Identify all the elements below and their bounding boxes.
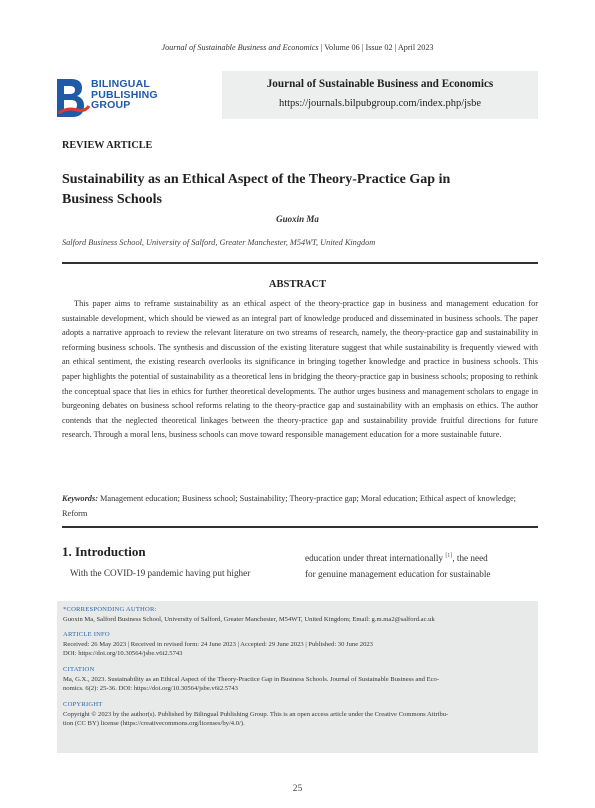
- body-text-right-line-1: [305, 553, 538, 563]
- section-heading-introduction: 1. Introduction: [62, 544, 146, 559]
- logo-line-3: GROUP: [91, 99, 131, 111]
- abstract-heading: ABSTRACT: [268, 279, 327, 290]
- copyright-label: COPYRIGHT: [63, 701, 103, 708]
- corresponding-author-block: [63, 605, 533, 624]
- body-text-segment: , the need: [452, 553, 488, 564]
- running-head-issue: | Volume 06 | Issue 02 | April 2023: [318, 43, 434, 52]
- author-affiliation: Salford Business School, University of Salford, Greater Manchester, M54WT, United Kingdom: [62, 238, 376, 247]
- logo-line-2: PUBLISHING: [91, 88, 158, 101]
- article-info-label: ARTICLE INFO: [63, 631, 110, 638]
- abstract-top-rule: [62, 262, 538, 264]
- body-text-segment: education under threat internationally: [305, 553, 446, 564]
- copyright-line-2: tion (CC BY) license (https://creativecommons.org/licenses/by/4.0/).: [63, 720, 245, 728]
- citation-line-2: nomics. 6(2): 25-36. DOI: https://doi.org/10.30564/jsbe.v6i2.5743: [63, 685, 238, 693]
- body-text-left: With the COVID-19 pandemic having put higher: [70, 568, 251, 578]
- copyright-line-1: Copyright © 2023 by the author(s). Published by Bilingual Publishing Group. This is an open access article under the Creative Commons Attribu-: [63, 710, 449, 718]
- copyright-block: [63, 700, 533, 729]
- article-doi-link[interactable]: DOI: https://doi.org/10.30564/jsbe.v6i2.5743: [63, 650, 183, 658]
- author-name: Guoxin Ma: [276, 214, 319, 224]
- keywords-list: Management education; Business school; Sustainability; Theory-practice gap; Moral education; Ethical aspect of knowledge; Reform: [62, 494, 516, 518]
- running-head-journal: Journal of Sustainable Business and Economics: [161, 43, 319, 52]
- abstract-text: This paper aims to reframe sustainability as an ethical aspect of the theory-practice gap in business and management education for sustainable development, which should be viewed as an integral part of knowledge produced and disseminated in business schools. The paper adopts a narrative approach to review the relevant literature on two streams of research, namely, the theory-practice gap and sustainability in reforming business schools. The synthesis and discussion of the existing literature suggest that while sustainability is frequently viewed with an ethical sentiment, the existing research overlooks its significance in bringing together knowledge and practice in business schools. This paper highlights the potential of sustainability as a theoretical lens in bridging the theory-practice gap in business schools; proposing to rethink the conceptual space that lies in ethics for further theoretical developments. The author urges business and management scholars to engage in burgeoning debates on business school reforms relating to the theory-practice gap and sustainability with an emphasis on ethics. The author contends that the neglected theoretical linkages between the theory-practice gap and sustainability provide fruitful directions for future research. Through a moral lens, business schools can move toward responsible management education for a more sustainable future.: [62, 299, 538, 440]
- citation-reference-link[interactable]: [1]: [445, 553, 453, 559]
- abstract-bottom-rule: [62, 526, 538, 528]
- citation-block: [63, 665, 533, 694]
- journal-name: Journal of Sustainable Business and Economics: [266, 78, 494, 90]
- keywords: [62, 492, 538, 521]
- journal-url-link[interactable]: https://journals.bilpubgroup.com/index.php/jsbe: [278, 98, 482, 109]
- citation-label: CITATION: [63, 666, 95, 673]
- publisher-logo-text: [91, 79, 158, 111]
- running-head: [0, 43, 595, 52]
- page-number: 25: [292, 784, 303, 794]
- article-info-block: [63, 630, 533, 659]
- body-text-right-line-2: for genuine management education for sustainable: [305, 569, 491, 579]
- article-dates: Received: 26 May 2023 | Received in revised form: 24 June 2023 | Accepted: 29 June 2023 | Published: 30 June 2023: [63, 640, 373, 648]
- keywords-label: Keywords:: [62, 494, 98, 503]
- citation-line-1: Ma, G.X., 2023. Sustainability as an Ethical Aspect of the Theory-Practice Gap in Business Schools. Journal of Sustainable Business and Eco-: [63, 675, 440, 683]
- logo-line-1: BILINGUAL: [91, 78, 150, 90]
- article-title: Sustainability as an Ethical Aspect of the Theory-Practice Gap in Business Schools: [62, 172, 451, 207]
- corresponding-author-label: *CORRESPONDING AUTHOR:: [63, 606, 157, 613]
- corresponding-author-text: Guoxin Ma, Salford Business School, University of Salford, Greater Manchester, M54WT, United Kingdom; Email: g.m.ma2@salford.ac.uk: [63, 615, 435, 623]
- article-type: REVIEW ARTICLE: [62, 140, 153, 151]
